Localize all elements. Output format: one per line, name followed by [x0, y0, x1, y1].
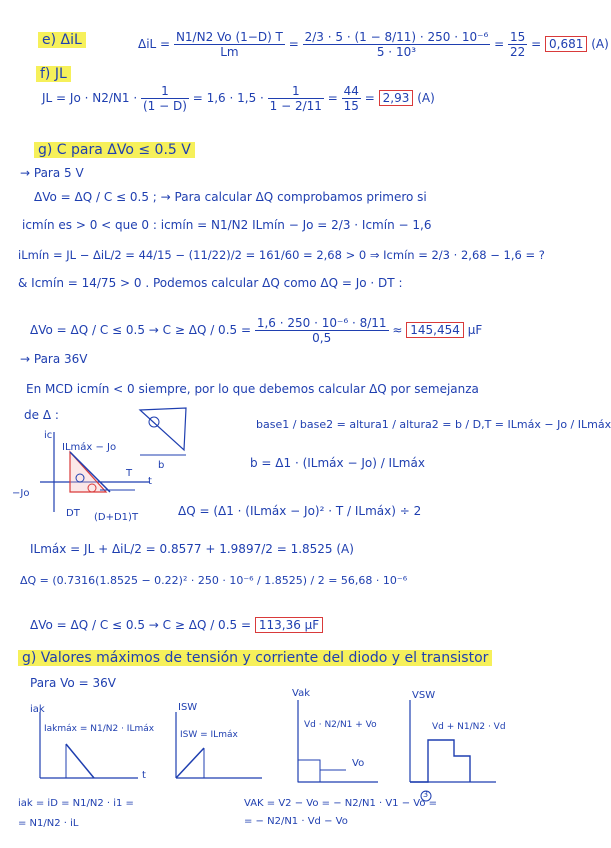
unit: (A): [591, 37, 609, 51]
ilmax-line: ILmáx = JL + ΔiL/2 = 0.8577 + 1.9897/2 = 1.8525 (A): [30, 542, 354, 556]
equals: =: [494, 37, 505, 51]
para-36v-h: Para Vo = 36V: [30, 676, 116, 690]
eq-left-1: iak = iD = N1/N2 · i1 =: [18, 798, 134, 809]
g2-ylabel: ISW: [178, 702, 198, 713]
equals: =: [531, 37, 542, 51]
middle-term: = 1,6 · 1,5 ·: [192, 91, 264, 105]
similarity-ratio: base1 / base2 = altura1 / altura2 = b / D,T = ILmáx − Jo / ILmáx: [256, 418, 611, 431]
t-axis-label: t: [148, 476, 152, 487]
dq-numeric: ΔQ = (0.7316(1.8525 − 0.22)² · 250 · 10⁻⁶ / 1.8525) / 2 = 56,68 · 10⁻⁶: [20, 574, 408, 587]
g3-ylabel: Vak: [292, 688, 310, 699]
g-line-7: de Δ :: [24, 408, 59, 422]
g3-vo: Vo: [352, 758, 365, 769]
para-36v: → Para 36V: [20, 352, 88, 366]
g-line-2: icmín es > 0 < que 0 : icmín = N1/N2 ILmín − Jo = 2/3 · Icmín − 1,6: [22, 218, 432, 232]
g2-ramp: [176, 748, 204, 778]
g3-text: Vd · N2/N1 + Vo: [304, 720, 377, 730]
unit: µF: [467, 323, 483, 337]
denominator: 22: [510, 45, 526, 59]
equals: =: [327, 91, 338, 105]
ic-label: ic: [44, 430, 53, 441]
unit: (A): [417, 91, 435, 105]
eq-left-2: = N1/N2 · iL: [18, 818, 79, 829]
g-line-4: & Icmín = 14/75 > 0 . Podemos calcular ΔQ como ΔQ = Jo · DT :: [18, 276, 403, 290]
numerator: 15: [510, 30, 526, 44]
g-line-6: En MCD icmín < 0 siempre, por lo que debemos calcular ΔQ por semejanza: [26, 382, 479, 396]
denominator: 5 · 10³: [376, 45, 417, 59]
g1-x: t: [142, 770, 146, 781]
g1-ramp: [66, 744, 94, 778]
g-line-1: ΔVo = ΔQ / C ≤ 0.5 ; → Para calcular ΔQ comprobamos primero si: [34, 190, 427, 204]
numerator: 1,6 · 250 · 10⁻⁶ · 8/11: [256, 316, 387, 330]
approx: ≈: [392, 323, 403, 337]
section-e-label: e) ΔiL: [38, 32, 86, 48]
g-line-3: iLmín = JL − ΔiL/2 = 44/15 − (11/22)/2 = 161/60 = 2,68 > 0 ⇒ Icmín = 2/3 · 2,68 − 1,6 = ?: [18, 248, 545, 262]
g4-wave: [410, 740, 470, 782]
numerator: 1: [141, 84, 189, 99]
g1-text: Iakmáx = N1/N2 · ILmáx: [44, 724, 155, 734]
result-box: 113,36 µF: [255, 617, 323, 633]
ilmax-label: ILmáx − Jo: [62, 442, 117, 453]
eq-mid-1: VAK = V2 − Vo = − N2/N1 · V1 − Vo =: [244, 798, 438, 809]
dq-formula: ΔQ = (Δ1 · (ILmáx − Jo)² · T / ILmáx) ÷ 2: [178, 504, 422, 518]
g4-circle-label: 3: [423, 790, 429, 799]
numerator: 2/3 · 5 · (1 − 8/11) · 250 · 10⁻⁶: [304, 30, 489, 44]
b-formula: b = Δ1 · (ILmáx − Jo) / ILmáx: [250, 456, 425, 470]
para-5v: → Para 5 V: [20, 166, 84, 180]
g3-pulse: [298, 760, 320, 782]
jo-label: −Jo: [12, 488, 30, 499]
lhs: ΔiL =: [138, 37, 171, 51]
g4-ylabel: VSW: [412, 690, 436, 701]
equals: =: [364, 91, 375, 105]
lhs: JL = Jo · N2/N1 ·: [42, 91, 138, 105]
denominator: Lm: [220, 45, 239, 59]
lhs: ΔVo = ΔQ / C ≤ 0.5 → C ≥ ΔQ / 0.5 =: [30, 323, 252, 337]
numerator: 1: [268, 84, 324, 99]
denominator: (1 − D): [142, 99, 187, 113]
result-box: 0,681: [545, 36, 587, 52]
d1t-label: (D+D1)T: [94, 512, 139, 523]
numerator: N1/N2 Vo (1−D) T: [175, 30, 283, 44]
numerator: 44: [343, 84, 359, 98]
g4-text: Vd + N1/N2 · Vd: [432, 722, 506, 732]
denominator: 0,5: [312, 331, 332, 345]
section-g-heading: g) C para ΔVo ≤ 0.5 V: [34, 142, 195, 158]
denominator: 1 − 2/11: [269, 99, 322, 113]
section-f-label: f) JL: [36, 66, 71, 82]
denominator: 15: [343, 99, 359, 113]
g2-text: ISW = ILmáx: [180, 730, 238, 740]
eq-mid-2: = − N2/N1 · Vd − Vo: [244, 816, 348, 827]
b-label: b: [158, 460, 165, 471]
t-label: T: [126, 468, 133, 479]
dt-label: DT: [66, 508, 80, 519]
g1-ylabel: iak: [30, 704, 45, 715]
equals: =: [288, 37, 299, 51]
result-box: 145,454: [406, 322, 464, 338]
result-box: 2,93: [379, 90, 414, 106]
section-h-heading: g) Valores máximos de tensión y corriente del diodo y el transistor: [18, 650, 492, 666]
lhs: ΔVo = ΔQ / C ≤ 0.5 → C ≥ ΔQ / 0.5 =: [30, 618, 252, 632]
